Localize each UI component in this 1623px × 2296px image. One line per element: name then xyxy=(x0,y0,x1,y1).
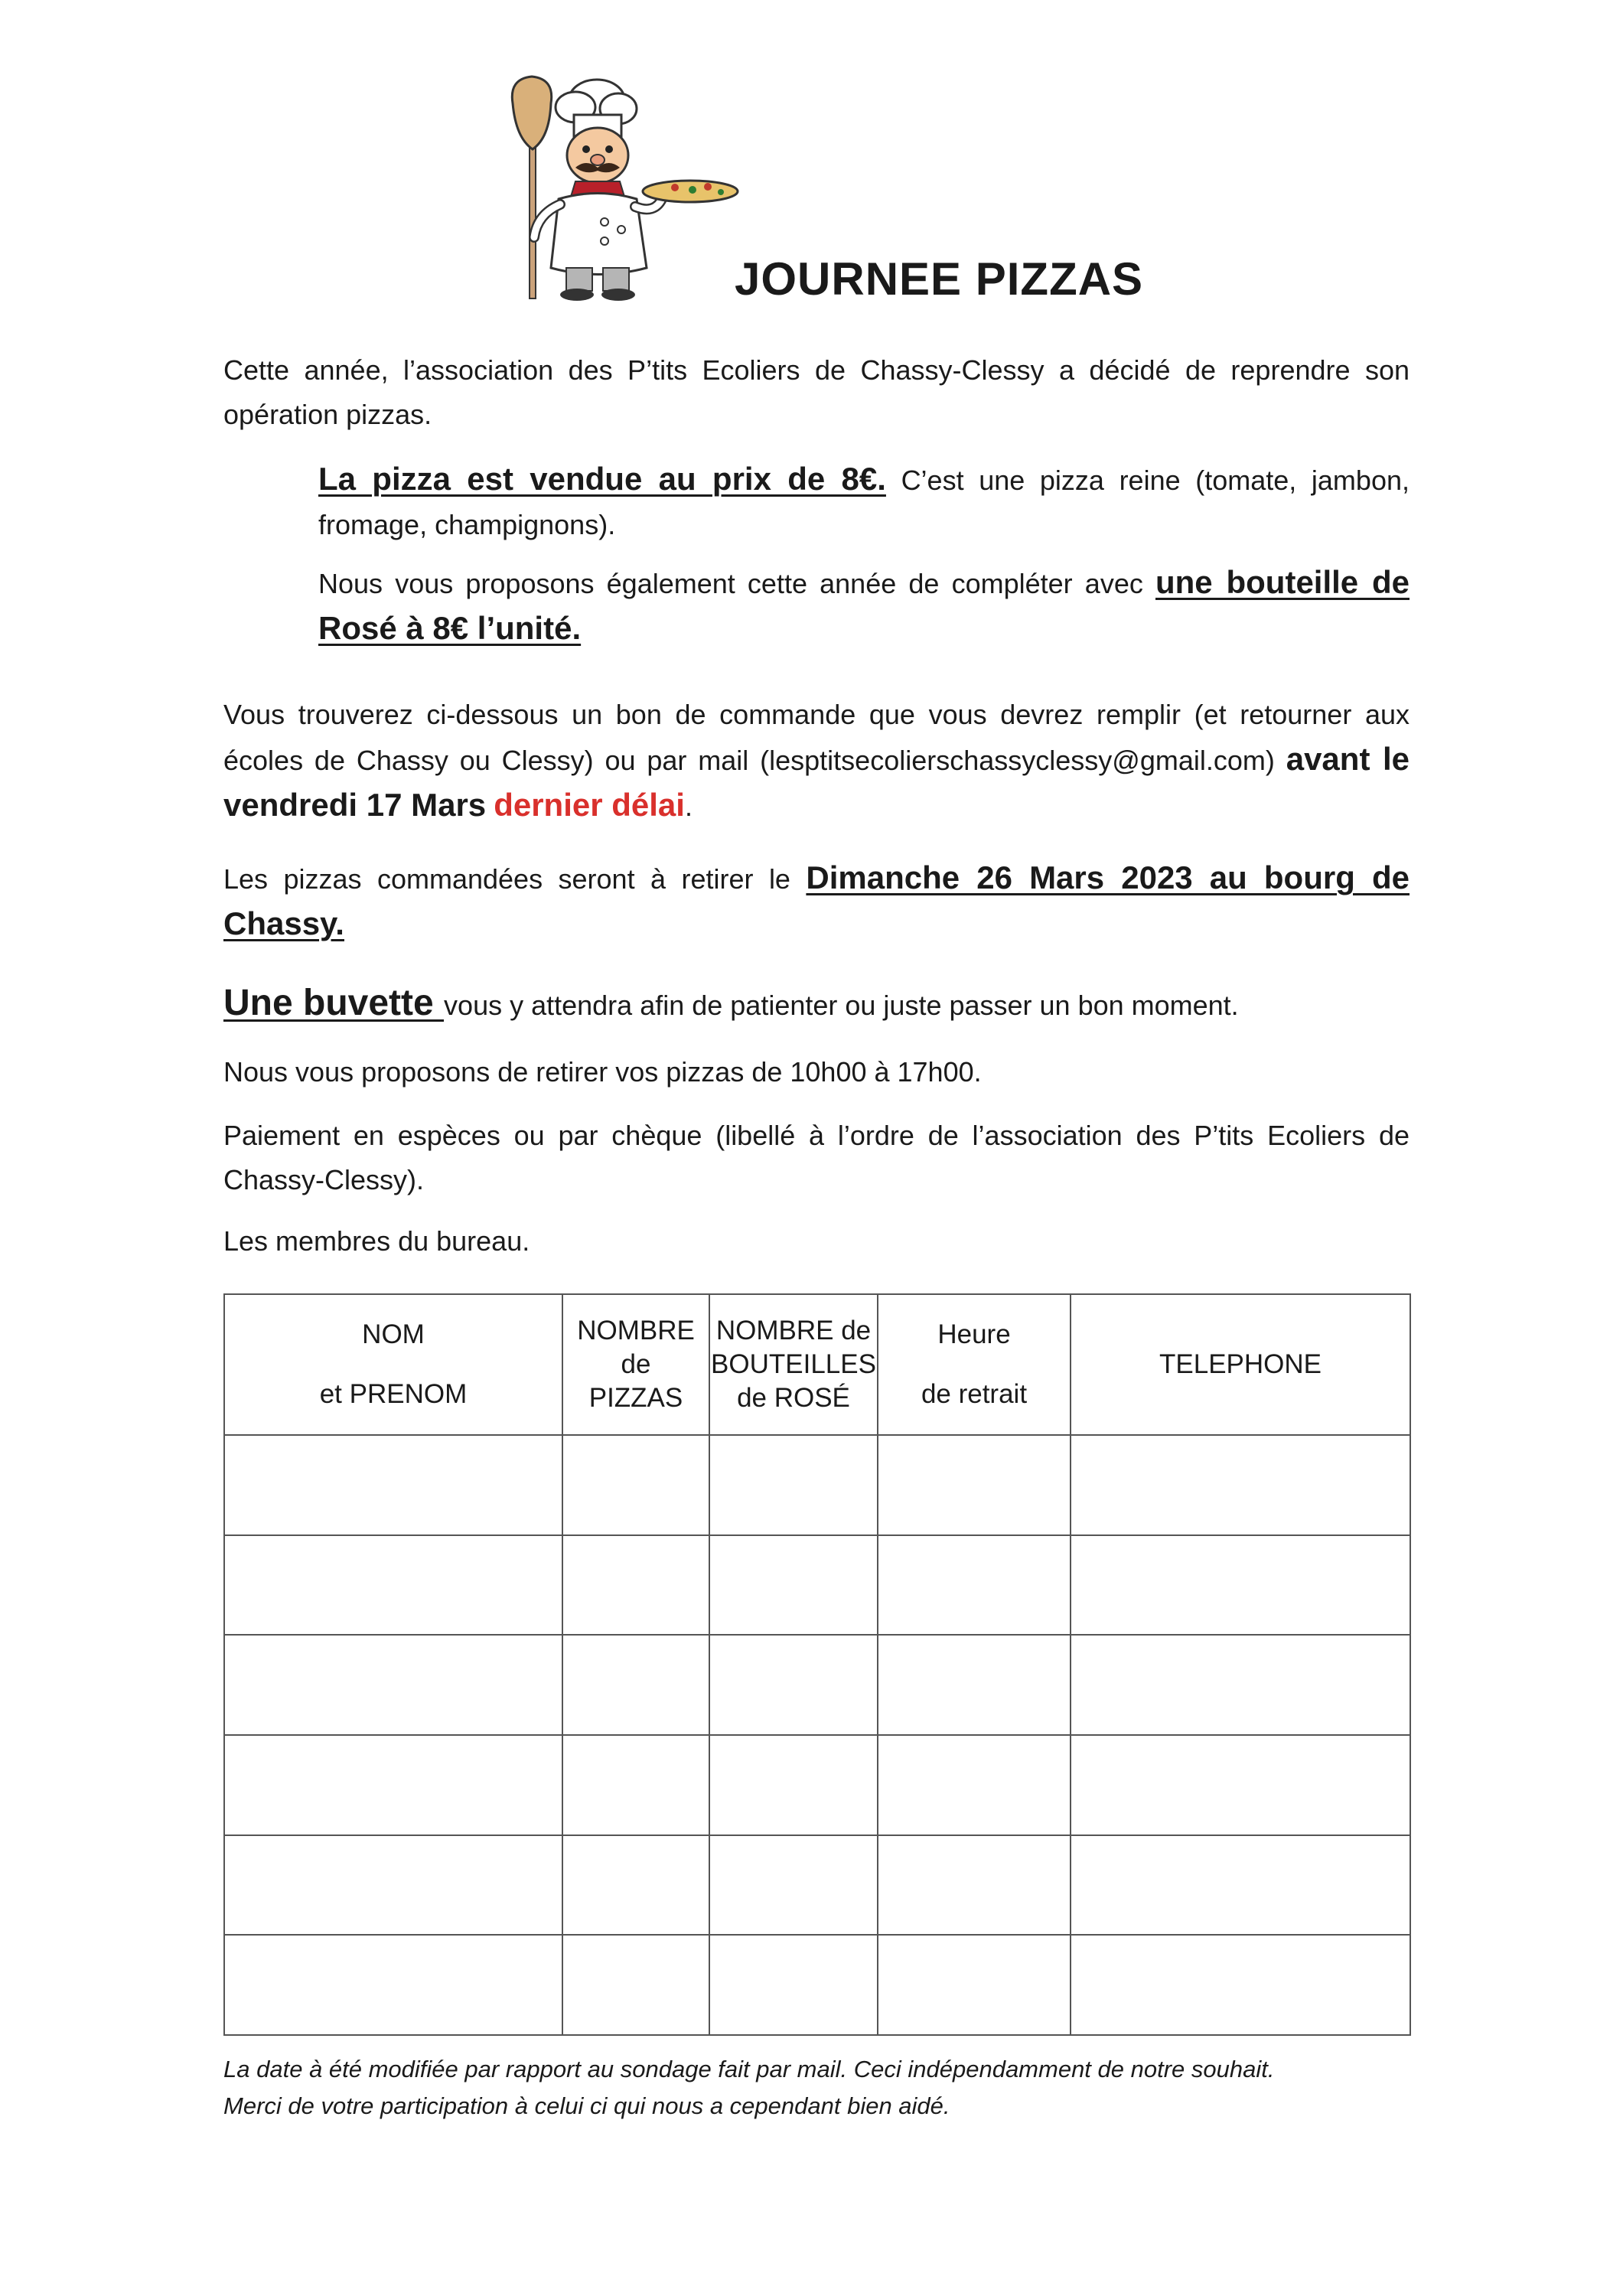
table-header-row xyxy=(224,1294,1410,1435)
table-row xyxy=(224,1935,1410,2035)
order-end: . xyxy=(684,791,693,822)
cell-time[interactable] xyxy=(878,1435,1071,1535)
buvette-paragraph xyxy=(223,981,1410,1028)
header-bottles xyxy=(709,1294,878,1435)
header-name-line-1: NOM xyxy=(362,1319,425,1349)
cell-name[interactable] xyxy=(224,1435,562,1535)
order-deadline: avant le vendredi 17 Mars xyxy=(223,741,1410,823)
cell-bottles[interactable] xyxy=(709,1635,878,1735)
intro-paragraph: Cette année, l’association des P’tits Ecoliers de Chassy-Clessy a décidé de reprendre son opération pizzas. xyxy=(223,354,1410,430)
cell-time[interactable] xyxy=(878,1535,1071,1636)
cell-name[interactable] xyxy=(224,1635,562,1735)
cell-phone[interactable] xyxy=(1071,1835,1410,1936)
cell-pizzas[interactable] xyxy=(562,1935,709,2035)
table-row xyxy=(224,1835,1410,1936)
header-name xyxy=(224,1294,562,1435)
order-form-table xyxy=(223,1293,1411,2036)
cell-phone[interactable] xyxy=(1071,1935,1410,2035)
wine-highlight: une bouteille de Rosé à 8€ l’unité. xyxy=(318,564,1410,646)
header-bottles-line-3: de ROSÉ xyxy=(737,1383,850,1413)
cell-time[interactable] xyxy=(878,1835,1071,1936)
cell-time[interactable] xyxy=(878,1935,1071,2035)
order-deadline-red: dernier délai xyxy=(494,787,685,823)
cell-bottles[interactable] xyxy=(709,1935,878,2035)
header-name-line-2: et PRENOM xyxy=(319,1379,468,1409)
header-pickup-time xyxy=(878,1294,1071,1435)
table-row xyxy=(224,1435,1410,1535)
cell-pizzas[interactable] xyxy=(562,1635,709,1735)
cell-time[interactable] xyxy=(878,1635,1071,1735)
cell-pizzas[interactable] xyxy=(562,1835,709,1936)
price-highlight: La pizza est vendue au prix de 8€. xyxy=(318,461,886,497)
cell-pizzas[interactable] xyxy=(562,1435,709,1535)
cell-bottles[interactable] xyxy=(709,1735,878,1835)
header-pizzas xyxy=(562,1294,709,1435)
header-time-line-2: de retrait xyxy=(921,1379,1028,1409)
header-bottles-line-2: BOUTEILLES xyxy=(711,1349,876,1379)
cell-bottles[interactable] xyxy=(709,1835,878,1936)
cell-name[interactable] xyxy=(224,1735,562,1835)
payment-paragraph: Paiement en espèces ou par chèque (libellé à l’ordre de l’association des P’tits Ecoliers de Chassy-Clessy). xyxy=(223,1120,1410,1195)
pickup-paragraph xyxy=(223,856,1410,947)
page-title: JOURNEE PIZZAS xyxy=(735,253,1144,305)
order-text: Vous trouverez ci-dessous un bon de commande que vous devrez remplir (et retourner aux écoles de Chassy ou Clessy) ou par mail (lesptitsecolierschassyclessy@gmail.com) xyxy=(223,699,1410,776)
cell-time[interactable] xyxy=(878,1735,1071,1835)
pizza-chef-icon xyxy=(490,73,742,302)
cell-name[interactable] xyxy=(224,1535,562,1636)
pickup-text: Les pizzas commandées seront à retirer le xyxy=(223,863,807,895)
header-pizzas-line-1: NOMBRE xyxy=(577,1316,695,1345)
footnote-line-1: La date à été modifiée par rapport au sondage fait par mail. Ceci indépendamment de notre souhait. xyxy=(223,2056,1275,2082)
cell-phone[interactable] xyxy=(1071,1435,1410,1535)
header-time-line-1: Heure xyxy=(937,1319,1011,1349)
buvette-text: vous y attendra afin de patienter ou juste passer un bon moment. xyxy=(444,990,1239,1021)
cell-pizzas[interactable] xyxy=(562,1535,709,1636)
price-paragraph xyxy=(318,457,1410,547)
table-row xyxy=(224,1735,1410,1835)
wine-text: Nous vous proposons également cette année de compléter avec xyxy=(318,568,1155,599)
header-pizzas-line-3: PIZZAS xyxy=(588,1383,683,1413)
cell-pizzas[interactable] xyxy=(562,1735,709,1835)
footnote xyxy=(223,2051,1417,2125)
buvette-highlight: Une buvette xyxy=(223,983,445,1023)
header-phone: TELEPHONE xyxy=(1071,1294,1410,1435)
order-paragraph xyxy=(223,693,1410,829)
pickup-highlight: Dimanche 26 Mars 2023 au bourg de Chassy. xyxy=(223,859,1410,941)
signature: Les membres du bureau. xyxy=(223,1225,530,1257)
table-row xyxy=(224,1535,1410,1636)
wine-paragraph xyxy=(318,560,1410,652)
cell-bottles[interactable] xyxy=(709,1435,878,1535)
header-pizzas-line-2: de xyxy=(621,1349,651,1379)
price-details: C’est une pizza reine (tomate, jambon, fromage, champignons). xyxy=(318,465,1410,540)
table-row xyxy=(224,1635,1410,1735)
cell-phone[interactable] xyxy=(1071,1635,1410,1735)
cell-name[interactable] xyxy=(224,1835,562,1936)
cell-name[interactable] xyxy=(224,1935,562,2035)
cell-phone[interactable] xyxy=(1071,1535,1410,1636)
cell-bottles[interactable] xyxy=(709,1535,878,1636)
hours-paragraph: Nous vous proposons de retirer vos pizzas de 10h00 à 17h00. xyxy=(223,1056,982,1088)
cell-phone[interactable] xyxy=(1071,1735,1410,1835)
header-bottles-line-1: NOMBRE de xyxy=(715,1316,872,1345)
footnote-line-2: Merci de votre participation à celui ci qui nous a cependant bien aidé. xyxy=(223,2092,950,2119)
